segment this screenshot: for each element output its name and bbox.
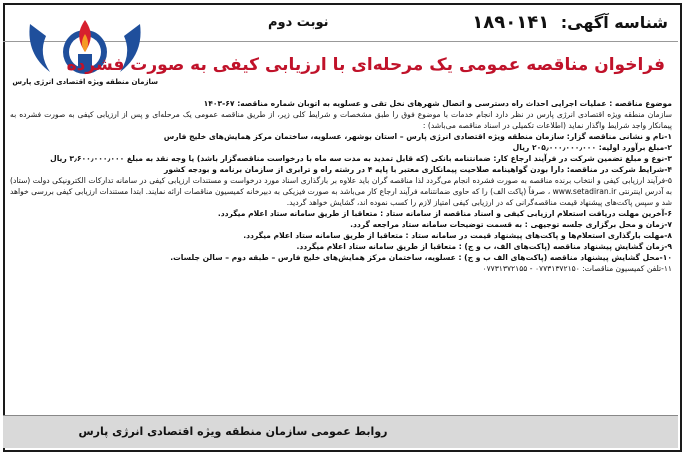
- item-2: ۲-مبلغ برآورد اولیه: ۲۰۵٫۰۰۰٫۰۰۰٫۰۰۰ ریال: [512, 143, 672, 152]
- notice-body: [10, 98, 672, 274]
- round-label: نوبت دوم: [268, 15, 329, 30]
- ad-id-number: ۱۸۹۰۱۴۱: [472, 12, 550, 33]
- item-10: ۱۰-محل گشایش پیشنهاد مناقصه (پاکت‌های الف ب و ج) : عسلویه، ساختمان مرکز همایش‌های خلیج فارس – طبقه دوم – سالن جلسات.: [170, 253, 672, 262]
- footer-text: روابط عمومی سازمان منطقه ویژه اقتصادی انرژی پارس: [78, 425, 388, 438]
- intro-paragraph: سازمان منطقه ویژه اقتصادی انرژی پارس در نظر دارد انجام خدمات با موضوع فوق را طبق مشخصات و شرایط کلی زیر، از طریق مناقصه عمومی یک مرحله‌ای و پس از ارزیابی کیفی به صورت فشرده به پیمانکار واجد شرایط واگذار نماید (اطلاعات تکمیلی در اسناد مناقصه می‌باشد) :: [10, 110, 672, 130]
- ad-id-label: شناسه آگهی:: [560, 13, 668, 32]
- item-11: ۱۱-تلفن کمیسیون مناقصات: ۰۷۷۳۱۳۷۲۱۵۰ - ۰۷۷۳۱۳۷۲۱۵۵: [482, 264, 672, 273]
- ad-id: [472, 12, 668, 33]
- item-6: ۶-آخرین مهلت دریافت استعلام ارزیابی کیفی و اسناد مناقصه از سامانه ستاد : متعاقبا از طریق سامانه ستاد اعلام میگردد.: [217, 209, 672, 218]
- item-7: ۷-زمان و محل برگزاری جلسه توجیهی : به قسمت توضیحات سامانه ستاد مراجعه گردد.: [350, 220, 672, 229]
- item-4: ۴-شرایط شرکت در مناقصه: دارا بودن گواهینامه صلاحیت پیمانکاری معتبر با پایه ۴ در رشته راه و ترابری از سازمان برنامه و بودجه کشور: [164, 165, 672, 174]
- footer-bar: [3, 415, 678, 448]
- item-8: ۸-مهلت بارگذاری استعلام‌ها و پاکت‌های پیشنهاد قیمت در سامانه ستاد : متعاقبا از طریق سامانه ستاد اعلام میگردد.: [243, 231, 672, 240]
- item-9: ۹-زمان گشایش پیشنهاد مناقصه (پاکت‌های الف، ب و ج) : متعاقبا از طریق سامانه ستاد اعلام میگردد.: [296, 242, 672, 251]
- subject-line: موضوع مناقصه : عملیات اجرایی احداث راه دسترسی و اتصال شهرهای نخل تقی و عسلویه به اتوبان شماره مناقصه: ۶۷-۱۴۰۳: [203, 99, 672, 108]
- item-1: ۱-نام و نشانی مناقصه گزار: سازمان منطقه ویژه اقتصادی انرژی پارس – استان بوشهر، عسلویه، ساختمان مرکز همایش‌های خلیج فارس: [163, 132, 672, 141]
- item-3: ۳-نوع و مبلغ تضمین شرکت در فرآیند ارجاع کار: ضمانتنامه بانکی (که قابل تمدید به مدت سه ماه با درخواست مناقصه‌گزار باشد) یا وجه نقد به مبلغ ۳٫۶۰۰٫۰۰۰٫۰۰۰ ریال: [50, 154, 672, 163]
- logo-caption: سازمان منطقه ویژه اقتصادی انرژی پارس: [12, 78, 158, 86]
- item-5: ۵-فرآیند ارزیابی کیفی و انتخاب برنده مناقصه به صورت فشرده انجام می‌گردد لذا مناقصه گران باید علاوه بر بارگذاری اسناد مورد درخواست و مستندات ارزیابی کیفی در سامانه تدارکات الکترونیکی دولت (ستاد) به آدرس اینترنتی www.setadiran.ir ، صرفاً (پاکت الف) را که حاوی ضمانتنامه فرآیند ارجاع کار می‌باشد به صورت فیزیکی به دبیرخانه کمیسیون مناقصات ارائه نمایند. ابتدا مستندات ارزیابی کیفی بررسی خواهد شد و سپس پاکت‌های پیشنهاد قیمت مناقصه‌گرانی که در ارزیابی کیفی امتیاز لازم را کسب نموده اند، گشایش خواهد گردید.: [10, 176, 672, 207]
- notice-title: فراخوان مناقصه عمومی یک مرحله‌ای با ارزیابی کیفی به صورت فشرده: [66, 55, 665, 75]
